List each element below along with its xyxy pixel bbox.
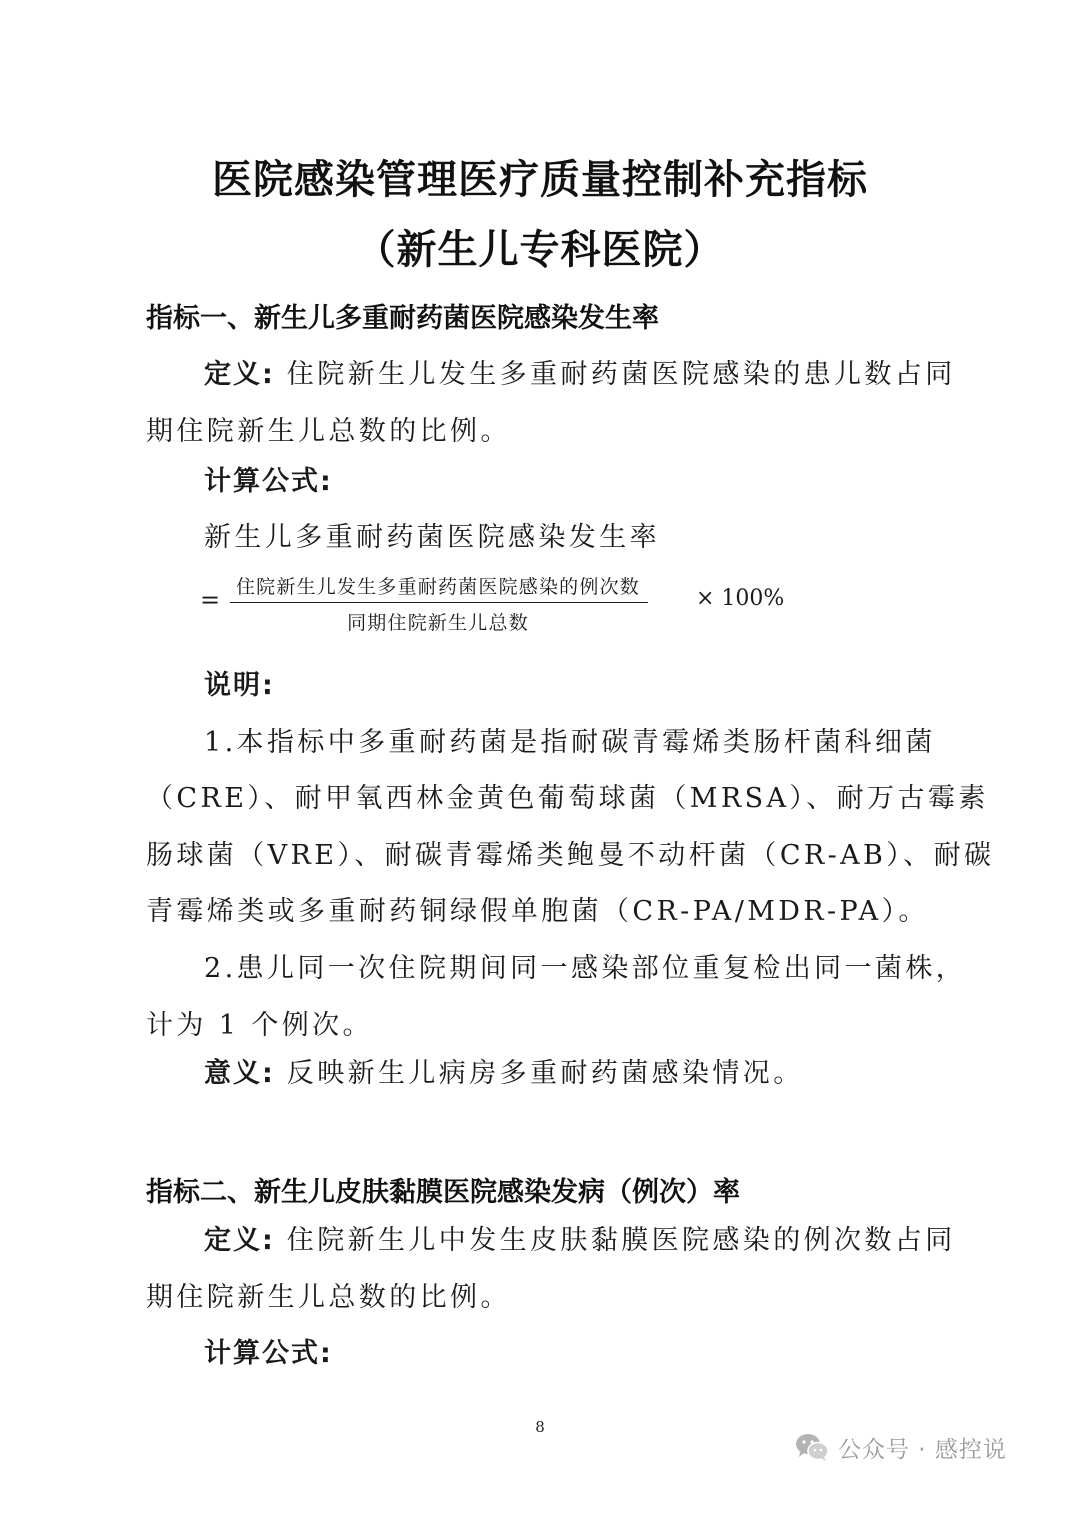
indicator2-definition-line2: 期住院新生儿总数的比例。 xyxy=(146,1282,511,1313)
indicator2-formula-label: 计算公式: xyxy=(204,1338,333,1369)
indicator1-formula xyxy=(200,568,785,638)
note1-line4: 青霉烯类或多重耐药铜绿假单胞菌（CR-PA/MDR-PA）。 xyxy=(146,896,929,927)
significance-label: 意义: xyxy=(204,1058,275,1089)
indicator1-definition-line2: 期住院新生儿总数的比例。 xyxy=(146,416,511,447)
document-title: 医院感染管理医疗质量控制补充指标 xyxy=(212,157,868,203)
note1-line1: 1.本指标中多重耐药菌是指耐碳青霉烯类肠杆菌科细菌 xyxy=(204,727,936,758)
formula-denominator: 同期住院新生儿总数 xyxy=(347,612,529,634)
formula-numerator: 住院新生儿发生多重耐药菌医院感染的例次数 xyxy=(235,576,640,598)
definition-text: 住院新生儿发生多重耐药菌医院感染的患儿数占同 xyxy=(286,359,956,390)
indicator1-formula-name: 新生儿多重耐药菌医院感染发生率 xyxy=(204,522,660,553)
definition-label: 定义: xyxy=(204,359,275,390)
indicator1-heading: 指标一、新生儿多重耐药菌医院感染发生率 xyxy=(146,303,659,334)
watermark-text: 公众号 · 感控说 xyxy=(838,1436,1007,1463)
definition-text: 住院新生儿中发生皮肤黏膜医院感染的例次数占同 xyxy=(286,1225,956,1256)
formula-multiplier: × 100% xyxy=(696,586,785,611)
significance-text: 反映新生儿病房多重耐药菌感染情况。 xyxy=(286,1058,804,1089)
note1-line2: （CRE）、耐甲氧西林金黄色葡萄球菌（MRSA）、耐万古霉素 xyxy=(146,783,989,814)
indicator1-formula-label: 计算公式: xyxy=(204,466,333,497)
watermark xyxy=(794,1427,1007,1467)
formula-equals: = xyxy=(200,586,221,614)
indicator1-notes-label: 说明: xyxy=(204,670,275,701)
indicator1-significance xyxy=(204,1051,804,1090)
wechat-icon xyxy=(794,1431,830,1463)
definition-label: 定义: xyxy=(204,1225,275,1256)
note1-line3: 肠球菌（VRE）、耐碳青霉烯类鲍曼不动杆菌（CR-AB）、耐碳 xyxy=(146,840,995,871)
indicator1-definition-line1 xyxy=(204,352,956,391)
indicator2-heading: 指标二、新生儿皮肤黏膜医院感染发病（例次）率 xyxy=(146,1177,740,1208)
note2-line1: 2.患儿同一次住院期间同一感染部位重复检出同一菌株， xyxy=(204,953,967,984)
document-subtitle: （新生儿专科医院） xyxy=(355,227,725,273)
indicator2-definition-line1 xyxy=(204,1218,956,1257)
note2-line2: 计为 1 个例次。 xyxy=(146,1010,373,1041)
page-number: 8 xyxy=(535,1418,545,1436)
fraction-bar xyxy=(230,602,648,603)
